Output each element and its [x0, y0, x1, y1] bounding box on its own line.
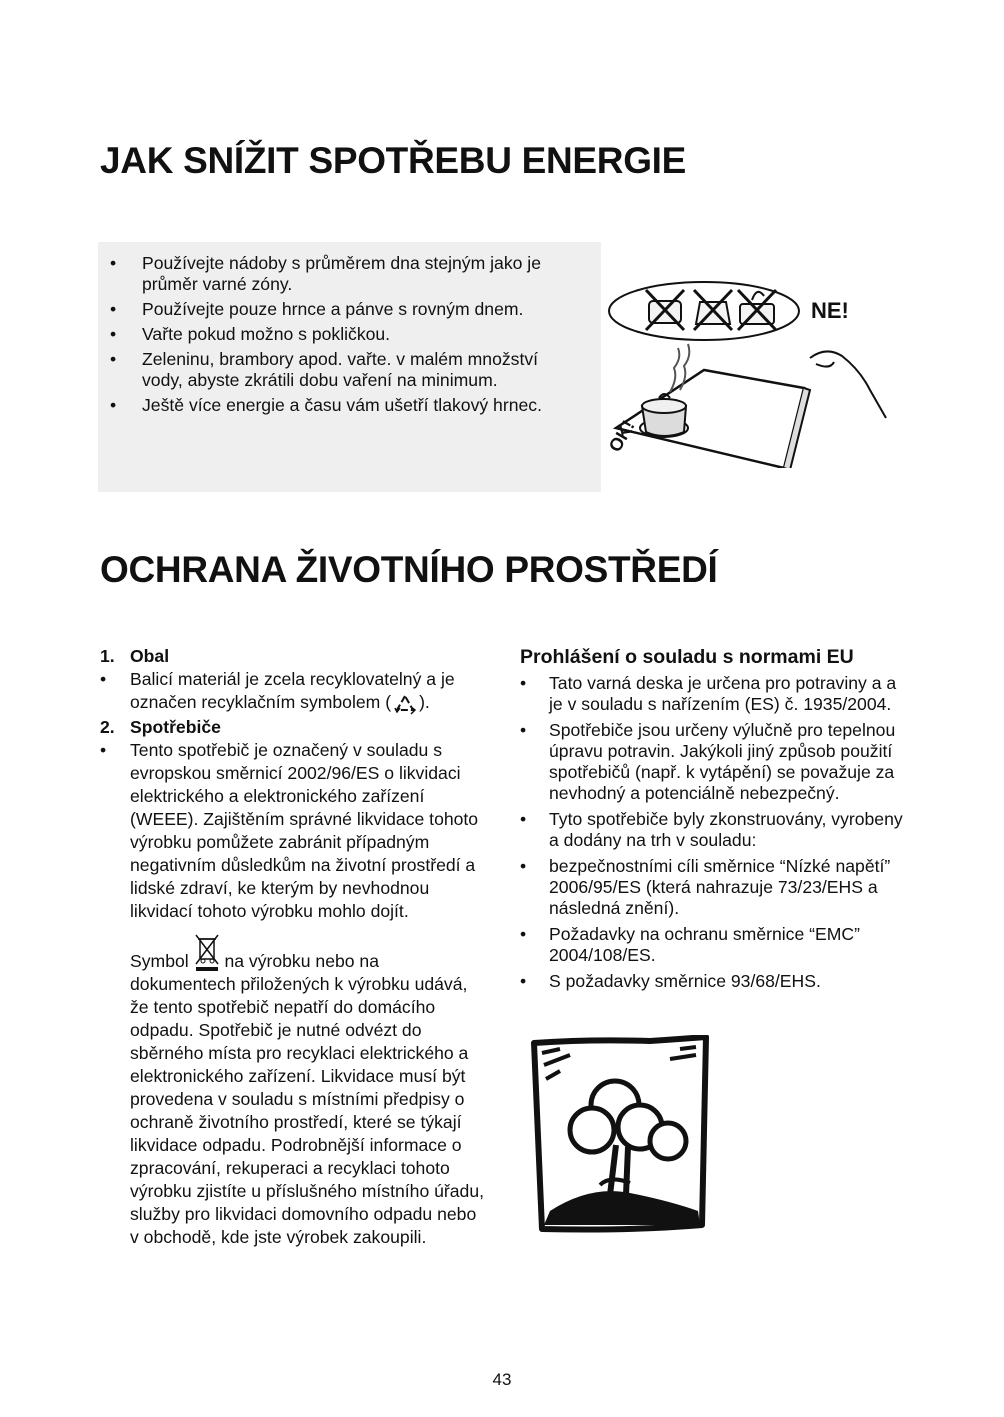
cooktop-illustration	[604, 278, 904, 468]
energy-tips-list	[110, 253, 580, 420]
section-title-energy: JAK SNÍŽIT SPOTŘEBU ENERGIE	[100, 140, 687, 181]
packaging-number: 1.	[100, 646, 115, 666]
packaging-text: Balicí materiál je zcela recyklovatelný a je označen recyklačním symbolem (	[130, 669, 455, 712]
list-item: • S požadavky směrnice 93/68/EHS.	[520, 971, 904, 992]
wrong-pots-bubble-icon	[609, 282, 799, 340]
pointing-hand-icon	[810, 351, 886, 418]
list-item: • Používejte nádoby s průměrem dna stejným jako je průměr varné zóny.	[110, 253, 580, 295]
section-title-environment: OCHRANA ŽIVOTNÍHO PROSTŘEDÍ	[100, 549, 718, 590]
recycle-icon	[391, 694, 419, 716]
page-number: 43	[492, 1370, 512, 1389]
appliances-heading	[100, 716, 485, 739]
tree-icon	[530, 1035, 710, 1237]
eu-compliance-column	[520, 645, 904, 997]
appliances-list	[100, 739, 485, 923]
eu-heading: Prohlášení o souladu s normami EU	[520, 646, 854, 668]
list-item: • Používejte pouze hrnce a pánve s rovným dnem.	[110, 299, 580, 320]
packaging-heading	[100, 645, 485, 668]
list-item: • Ještě více energie a času vám ušetří tlakový hrnec.	[110, 395, 580, 416]
list-item: • Tyto spotřebiče byly zkonstruovány, vyrobeny a dodány na trh v souladu:	[520, 809, 904, 851]
weee-symbol-paragraph	[100, 933, 485, 1249]
energy-tips-box	[98, 242, 601, 492]
list-item: • Tento spotřebič je označený v souladu s evropskou směrnicí 2002/96/ES o likvidaci elektrického a elektronického zařízení (WEEE). Zajištěním správné likvidace tohoto výrobku pomůžete zabránit případným negativním důsledkům na životní prostředí a lidské zdraví, ke kterým by nevhodnou likvidací tohoto výrobku mohlo dojít.	[100, 739, 485, 923]
appliances-number: 2.	[100, 717, 115, 737]
no-label: NE!	[811, 298, 849, 323]
disposal-column	[100, 645, 485, 1249]
symbol-text: na výrobku nebo na dokumentech přiložených k výrobku udává, že tento spotřebič nepatří do domácího odpadu. Spotřebič je nutné odvézt do sběrného místa pro recyklaci elektrického a elektronického zařízení. Likvidace musí být provedena v souladu s místními předpisy o ochraně životního prostředí, které se týkají likvidace odpadu. Podrobnější informace o zpracování, rekuperaci a recyklaci tohoto výrobku zjistíte u příslušného místního úřadu, služby pro likvidaci domovního odpadu nebo v obchodě, kde jste výrobek zakoupili.	[130, 951, 485, 1247]
appliances-heading-text: Spotřebiče	[130, 717, 221, 737]
ok-label: OK!	[604, 416, 639, 456]
list-item: • Tato varná deska je určena pro potraviny a a je v souladu s nařízením (ES) č. 1935/2004.	[520, 673, 904, 715]
list-item: • Zeleninu, brambory apod. vařte. v malém množství vody, abyste zkrátili dobu vaření na minimum.	[110, 349, 580, 391]
list-item: • bezpečnostními cíli směrnice “Nízké napětí” 2006/95/ES (která nahrazuje 73/23/EHS a následná znění).	[520, 856, 904, 919]
list-item: • Vařte pokud možno s pokličkou.	[110, 324, 580, 345]
packaging-text-end: ).	[419, 692, 430, 712]
list-item: • Požadavky na ochranu směrnice “EMC” 2004/108/ES.	[520, 924, 904, 966]
list-item: • Spotřebiče jsou určeny výlučně pro tepelnou úpravu potravin. Jakýkoli jiný způsob použití spotřebičů (např. k vytápění) se považuje za nevhodný a potenciálně nebezpečný.	[520, 720, 904, 804]
symbol-text-start: Symbol	[130, 951, 189, 971]
eu-list	[520, 673, 904, 992]
crossed-bin-icon	[194, 933, 220, 971]
packaging-heading-text: Obal	[130, 646, 170, 666]
packaging-list	[100, 668, 485, 716]
list-item	[100, 668, 485, 716]
